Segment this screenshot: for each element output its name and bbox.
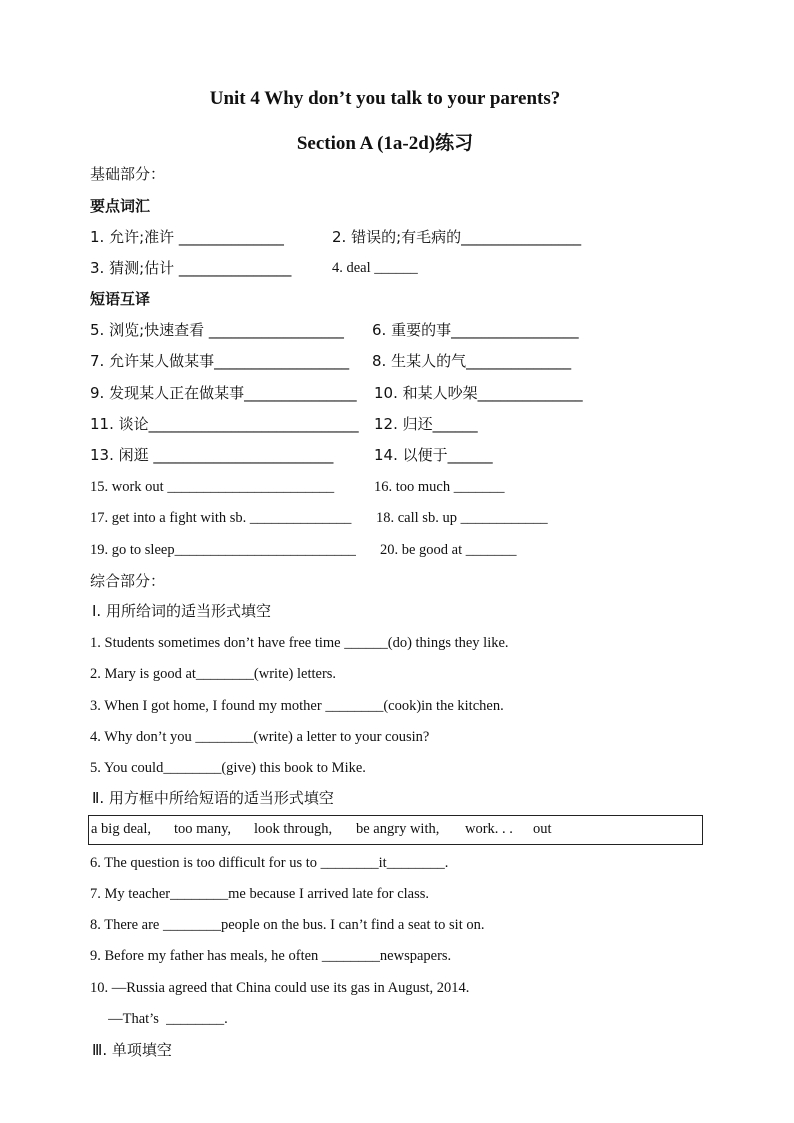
exercise-8: 8. There are ________people on the bus. I can’t find a seat to sit on. bbox=[90, 917, 485, 933]
box-phrase-5: work. . . bbox=[465, 821, 513, 837]
phrase-item-7: 7. 允许某人做某事__________________ bbox=[90, 352, 350, 370]
phrase-heading: 短语互译 bbox=[90, 290, 151, 308]
phrase-item-13: 13. 闲逛 ________________________ bbox=[90, 446, 334, 464]
basic-section-label: 基础部分： bbox=[90, 165, 166, 183]
vocab-item-2: 2. 错误的;有毛病的________________ bbox=[332, 228, 582, 246]
exercise-6: 6. The question is too difficult for us to ________it________. bbox=[90, 855, 449, 871]
section-3-heading: Ⅲ. 单项填空 bbox=[92, 1041, 172, 1059]
phrase-item-10: 10. 和某人吵架______________ bbox=[374, 384, 583, 402]
exercise-10-response: —That’s ________. bbox=[90, 1011, 228, 1027]
box-phrase-3: look through, bbox=[254, 821, 333, 837]
page-title: Unit 4 Why don’t you talk to your parents? bbox=[209, 88, 561, 109]
exercise-4: 4. Why don’t you ________(write) a letter to your cousin? bbox=[90, 729, 430, 745]
phrase-item-17: 17. get into a fight with sb. ______________ bbox=[90, 510, 352, 526]
exercise-7: 7. My teacher________me because I arrived late for class. bbox=[90, 886, 430, 902]
phrase-item-11: 11. 谈论____________________________ bbox=[90, 415, 359, 433]
box-phrase-4: be angry with, bbox=[356, 821, 440, 837]
phrase-item-5: 5. 浏览;快速查看 __________________ bbox=[90, 321, 344, 339]
page-subtitle: Section A (1a-2d)练习 bbox=[296, 133, 474, 154]
phrase-item-14: 14. 以便于______ bbox=[374, 446, 493, 464]
section-2-heading: Ⅱ. 用方框中所给短语的适当形式填空 bbox=[92, 789, 334, 807]
exercise-9: 9. Before my father has meals, he often ________newspapers. bbox=[90, 948, 452, 964]
exercise-10: 10. —Russia agreed that China could use its gas in August, 2014. bbox=[90, 980, 470, 996]
phrase-item-15: 15. work out _______________________ bbox=[90, 479, 335, 495]
exercise-2: 2. Mary is good at________(write) letters. bbox=[90, 666, 337, 682]
exercise-1: 1. Students sometimes don’t have free time ______(do) things they like. bbox=[90, 635, 509, 651]
exercise-3: 3. When I got home, I found my mother ________(cook)in the kitchen. bbox=[90, 698, 504, 714]
exercise-5: 5. You could________(give) this book to Mike. bbox=[90, 760, 366, 776]
vocab-heading: 要点词汇 bbox=[90, 197, 151, 215]
box-phrase-1: a big deal, bbox=[91, 821, 151, 837]
phrase-item-12: 12. 归还______ bbox=[374, 415, 478, 433]
phrase-item-19: 19. go to sleep_________________________ bbox=[90, 542, 356, 558]
phrase-item-6: 6. 重要的事_________________ bbox=[372, 321, 579, 339]
box-phrase-2: too many, bbox=[174, 821, 232, 837]
phrase-item-8: 8. 生某人的气______________ bbox=[372, 352, 572, 370]
phrase-item-9: 9. 发现某人正在做某事_______________ bbox=[90, 384, 357, 402]
vocab-item-3: 3. 猜测;估计 _______________ bbox=[90, 259, 292, 277]
phrase-item-16: 16. too much _______ bbox=[374, 479, 505, 495]
box-phrase-6: out bbox=[533, 821, 552, 837]
comprehensive-section-label: 综合部分： bbox=[90, 572, 166, 590]
vocab-item-4: 4. deal ______ bbox=[332, 260, 418, 276]
phrase-box bbox=[88, 815, 703, 845]
phrase-item-20: 20. be good at _______ bbox=[380, 542, 517, 558]
section-1-heading: Ⅰ. 用所给词的适当形式填空 bbox=[92, 602, 271, 620]
phrase-item-18: 18. call sb. up ____________ bbox=[376, 510, 548, 526]
vocab-item-1: 1. 允许;准许 ______________ bbox=[90, 228, 284, 246]
